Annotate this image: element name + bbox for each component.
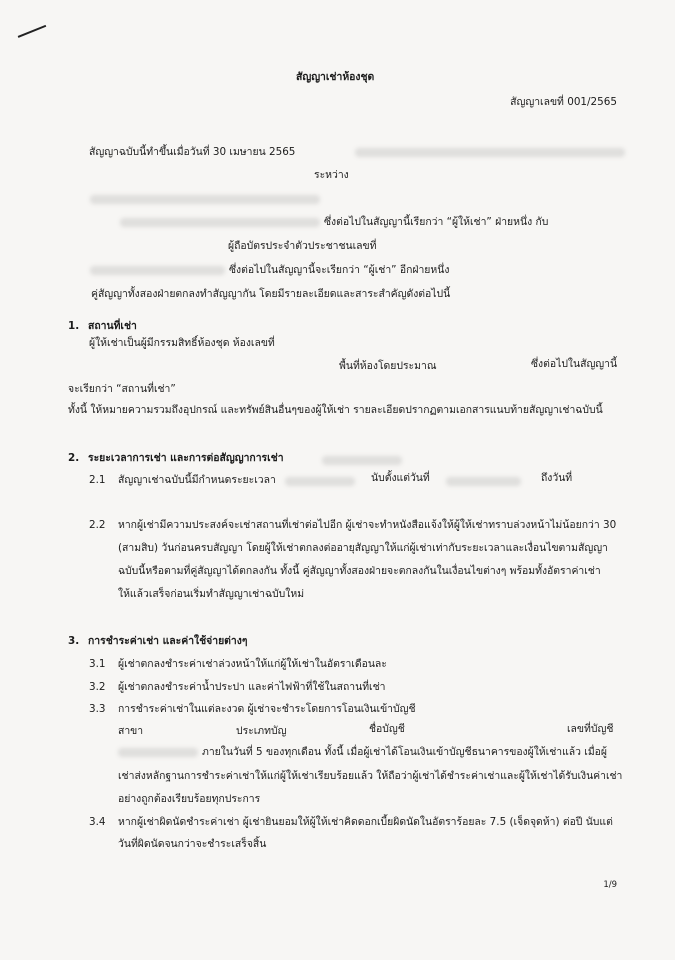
clause-3-3-number: 3.3	[89, 703, 106, 715]
clause-3-3-line1: การชำระค่าเช่าในแต่ละงวด ผู้เช่าจะชำระโดยการโอนเงินเข้าบัญชี	[118, 703, 416, 715]
redacted-text	[355, 148, 625, 157]
redacted-text	[90, 266, 225, 275]
section-3-heading: การชำระค่าเช่า และค่าใช้จ่ายต่างๆ	[88, 635, 248, 647]
clause-2-1-number: 2.1	[89, 474, 106, 486]
id-card-text: ผู้ถือบัตรประจำตัวประชาชนเลขที่	[228, 240, 377, 252]
clause-3-4-number: 3.4	[89, 816, 106, 828]
intro-date: สัญญาฉบับนี้ทำขึ้นเมื่อวันที่ 30 เมษายน 2565	[89, 146, 296, 158]
clause-3-3-account-type: ประเภทบัญ	[236, 725, 287, 737]
section-1-hereafter: ซึ่งต่อไปในสัญญานี้	[531, 358, 618, 370]
clause-3-3-branch: สาขา	[118, 725, 144, 737]
page-number: 1/9	[603, 880, 617, 890]
lessee-party-text: ซึ่งต่อไปในสัญญานี้จะเรียกว่า “ผู้เช่า” อีกฝ่ายหนึ่ง	[229, 264, 450, 276]
pen-mark	[18, 25, 46, 38]
section-1-called: จะเรียกว่า “สถานที่เช่า”	[68, 383, 176, 395]
clause-3-3-line4: อย่างถูกต้องเรียบร้อยทุกประการ	[118, 793, 261, 805]
clause-3-1-number: 3.1	[89, 658, 106, 670]
redacted-text	[285, 477, 355, 486]
clause-2-1-text: สัญญาเช่าฉบับนี้มีกำหนดระยะเวลา	[118, 474, 276, 486]
clause-2-2-line4: ให้แล้วเสร็จก่อนเริ่มทำสัญญาเช่าฉบับใหม่	[118, 588, 305, 600]
clause-3-3-account-number: เลขที่บัญชี	[567, 723, 614, 735]
clause-3-1-text: ผู้เช่าตกลงชำระค่าเช่าล่วงหน้าให้แก่ผู้ให้เช่าในอัตราเดือนละ	[118, 658, 387, 670]
redacted-text	[118, 748, 198, 757]
clause-3-3-line3: เช่าส่งหลักฐานการชำระค่าเช่าให้แก่ผู้ให้เช่าเรียบร้อยแล้ว ให้ถือว่าผู้เช่าได้ชำระค่าเช่าและผู้ให้เช่าได้รับเงินค่าเช่า	[118, 770, 623, 782]
section-2-heading: ระยะเวลาการเช่า และการต่อสัญญาการเช่า	[88, 452, 284, 464]
clause-3-4-line1: หากผู้เช่าผิดนัดชำระค่าเช่า ผู้เช่ายินยอมให้ผู้ให้เช่าคิดดอกเบี้ยผิดนัดในอัตราร้อยละ 7.5 (เจ็ดจุดห้า) ต่อปี นับแต่	[118, 816, 613, 828]
clause-3-2-number: 3.2	[89, 681, 106, 693]
clause-3-2-text: ผู้เช่าตกลงชำระค่าน้ำประปา และค่าไฟฟ้าที่ใช้ในสถานที่เช่า	[118, 681, 386, 693]
clause-2-1-to: ถึงวันที่	[541, 472, 573, 484]
section-3-number: 3.	[68, 635, 80, 647]
redacted-text	[322, 456, 402, 465]
redacted-text	[90, 195, 320, 204]
section-1-includes: ทั้งนี้ ให้หมายความรวมถึงอุปกรณ์ และทรัพย์สินอื่นๆของผู้ให้เช่า รายละเอียดปรากฏตามเอกสารแนบท้ายสัญญาเช่าฉบับนี้	[68, 404, 603, 416]
section-1-heading: สถานที่เช่า	[88, 320, 137, 332]
section-1-area: พื้นที่ห้องโดยประมาณ	[339, 360, 437, 372]
between-text: ระหว่าง	[314, 169, 349, 181]
clause-2-1-from: นับตั้งแต่วันที่	[371, 472, 430, 484]
document-title: สัญญาเช่าห้องชุด	[296, 71, 375, 83]
section-1-line1: ผู้ให้เช่าเป็นผู้มีกรรมสิทธิ์ห้องชุด ห้องเลขที่	[89, 337, 275, 349]
clause-2-2-line3: ฉบับนี้หรือตามที่คู่สัญญาได้ตกลงกัน ทั้งนี้ คู่สัญญาทั้งสองฝ่ายจะตกลงกันในเงื่อนไขต่างๆ พร้อมทั้งอัตราค่าเช่า	[118, 565, 601, 577]
section-2-number: 2.	[68, 452, 80, 464]
redacted-text	[446, 477, 521, 486]
section-1-number: 1.	[68, 320, 80, 332]
clause-2-2-line1: หากผู้เช่ามีความประสงค์จะเช่าสถานที่เช่าต่อไปอีก ผู้เช่าจะทำหนังสือแจ้งให้ผู้ให้เช่าทราบล่วงหน้าไม่น้อยกว่า 30	[118, 519, 617, 531]
clause-2-2-line2: (สามสิบ) วันก่อนครบสัญญา โดยผู้ให้เช่าตกลงต่ออายุสัญญาให้แก่ผู้เช่าเท่ากับระยะเวลาและเงื่อนไขตามสัญญา	[118, 542, 608, 554]
clause-2-2-number: 2.2	[89, 519, 106, 531]
redacted-text	[120, 218, 320, 227]
clause-3-3-line2: ภายในวันที่ 5 ของทุกเดือน ทั้งนี้ เมื่อผู้เช่าได้โอนเงินเข้าบัญชีธนาคารของผู้ให้เช่าแล้ว เมื่อผู้	[202, 746, 608, 758]
clause-3-4-line2: วันที่ผิดนัดจนกว่าจะชำระเสร็จสิ้น	[118, 838, 267, 850]
lessor-party-text: ซึ่งต่อไปในสัญญานี้เรียกว่า “ผู้ให้เช่า” ฝ่ายหนึ่ง กับ	[324, 216, 549, 228]
contract-number: สัญญาเลขที่ 001/2565	[510, 96, 617, 108]
clause-3-3-account-name: ชื่อบัญชี	[369, 723, 405, 735]
agreement-text: คู่สัญญาทั้งสองฝ่ายตกลงทำสัญญากัน โดยมีรายละเอียดและสาระสำคัญดังต่อไปนี้	[91, 288, 451, 300]
